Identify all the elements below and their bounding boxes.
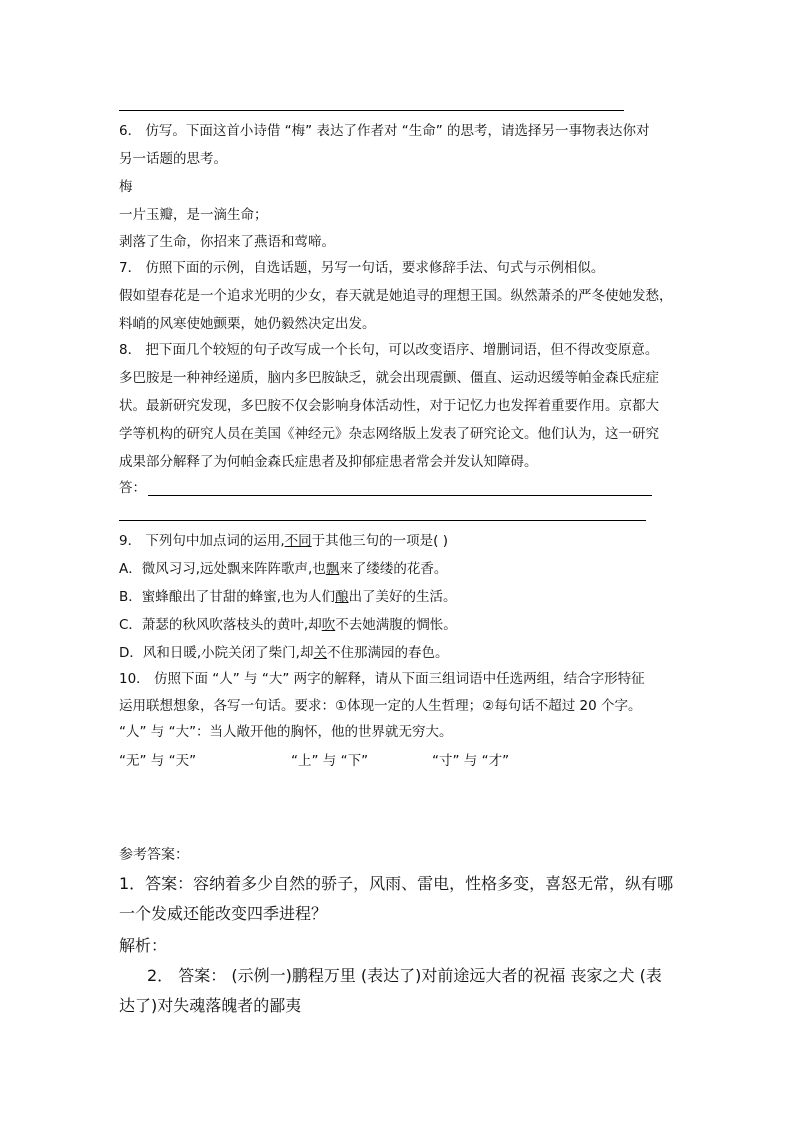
q9-option-a-emphasis: 飘	[325, 561, 340, 577]
q7-line-3: 料峭的风寒使她颤栗，她仍毅然决定出发。	[119, 316, 376, 332]
answer-1-line-2: 一个发威还能改变四季进程？	[119, 904, 328, 923]
q7-line-1: 7． 仿照下面的示例，自选话题，另写一句话，要求修辞手法、句式与示例相似。	[119, 260, 605, 276]
q8-line-1: 8． 把下面几个较短的句子改写成一个长句，可以改变语序、增删词语，但不得改变原意。	[119, 342, 659, 358]
q8-line-3: 状。最新研究发现，多巴胺不仅会影响身体活动性，对于记忆力也发挥着重要作用。京都大	[119, 398, 659, 414]
q9-option-d-pre: D．风和日暖,小院关闭了柴门,却	[119, 645, 314, 661]
q10-option-3: “寸” 与 “才”	[432, 753, 510, 769]
q9-option-c-post: 不去她满腹的惆怅。	[335, 617, 457, 633]
q10-line-1: 10． 仿照下面 “人” 与 “大” 两字的解释，请从下面三组词语中任选两组，结合字形特征	[119, 671, 645, 687]
q9-stem-post: 于其他三句的一项是( )	[311, 533, 448, 549]
answer-1-line-1: 1．答案：容纳着多少自然的骄子，风雨、雷电，性格多变，喜怒无常，纵有哪	[119, 874, 674, 893]
q9-stem	[119, 535, 448, 549]
q8-line-5: 成果部分解释了为何帕金森氏症患者及抑郁症患者常会并发认知障碍。	[119, 454, 538, 470]
q6-line-1: 6． 仿写。下面这首小诗借 “梅” 表达了作者对 “生命” 的思考，请选择另一事物表达你对	[119, 123, 650, 139]
q9-stem-emphasis: 不同	[284, 533, 312, 549]
q10-options	[119, 755, 509, 769]
q7-line-2: 假如望春花是一个追求光明的少女，春天就是她追寻的理想王国。纵然萧杀的严冬使她发愁，	[119, 288, 673, 304]
q10-option-2: “上” 与 “下”	[291, 753, 369, 769]
q8-line-2: 多巴胺是一种神经递质，脑内多巴胺缺乏，就会出现震颤、僵直、运动迟缓等帕金森氏症症	[119, 370, 659, 386]
q8-answer-row	[119, 482, 652, 496]
q9-option-c-emphasis: 吹	[321, 617, 336, 633]
top-answer-line	[119, 110, 624, 111]
q10-option-1: “无” 与 “天”	[119, 753, 197, 769]
q9-option-b-post: 出了美好的生活。	[348, 589, 457, 605]
answer-1-analysis: 解析：	[119, 936, 168, 955]
q9-option-b-pre: B．蜜蜂酿出了甘甜的蜂蜜,也为人们	[119, 589, 336, 605]
q9-option-d-emphasis: 关	[313, 645, 327, 661]
q10-example: “人” 与 “大”：当人敞开他的胸怀，他的世界就无穷大。	[119, 724, 453, 740]
q9-option-a-post: 来了缕缕的花香。	[339, 561, 448, 577]
q10-line-2: 运用联想想象，各写一句话。要求：①体现一定的人生哲理；②每句话不超过 20 个字。	[119, 698, 642, 714]
q9-stem-pre: 9． 下列句中加点词的运用,	[119, 533, 285, 549]
q9-option-a[interactable]	[119, 563, 447, 577]
answer-2-line-2: 达了)对失魂落魄者的鄙夷	[119, 996, 302, 1015]
answer-2-line-1: 2． 答案： (示例一)鹏程万里 (表达了)对前途远大者的祝福 丧家之犬 (表	[147, 966, 662, 985]
q6-poem-title: 梅	[119, 179, 133, 195]
q9-option-a-pre: A．微风习习,远处飘来阵阵歌声,也	[119, 561, 326, 577]
q8-answer-label: 答：	[119, 480, 146, 496]
answers-title: 参考答案：	[119, 847, 189, 863]
q9-option-b[interactable]	[119, 591, 457, 605]
q8-answer-blank-2[interactable]	[119, 520, 646, 521]
q6-line-2: 另一话题的思考。	[119, 151, 227, 167]
q6-poem-line-1: 一片玉瓣，是一滴生命；	[119, 207, 268, 223]
q9-option-b-emphasis: 酿	[335, 589, 349, 605]
q9-option-d-post: 不住那满园的春色。	[326, 645, 449, 661]
q9-option-c-pre: C．萧瑟的秋风吹落枝头的黄叶,却	[119, 617, 322, 633]
q9-option-c[interactable]	[119, 619, 457, 633]
q6-poem-line-2: 剥落了生命，你招来了燕语和莺啼。	[119, 234, 335, 250]
q8-line-4: 学等机构的研究人员在美国《神经元》杂志网络版上发表了研究论文。他们认为，这一研究	[119, 426, 659, 442]
q9-option-d[interactable]	[119, 647, 448, 661]
q8-answer-blank-1[interactable]	[148, 483, 652, 496]
